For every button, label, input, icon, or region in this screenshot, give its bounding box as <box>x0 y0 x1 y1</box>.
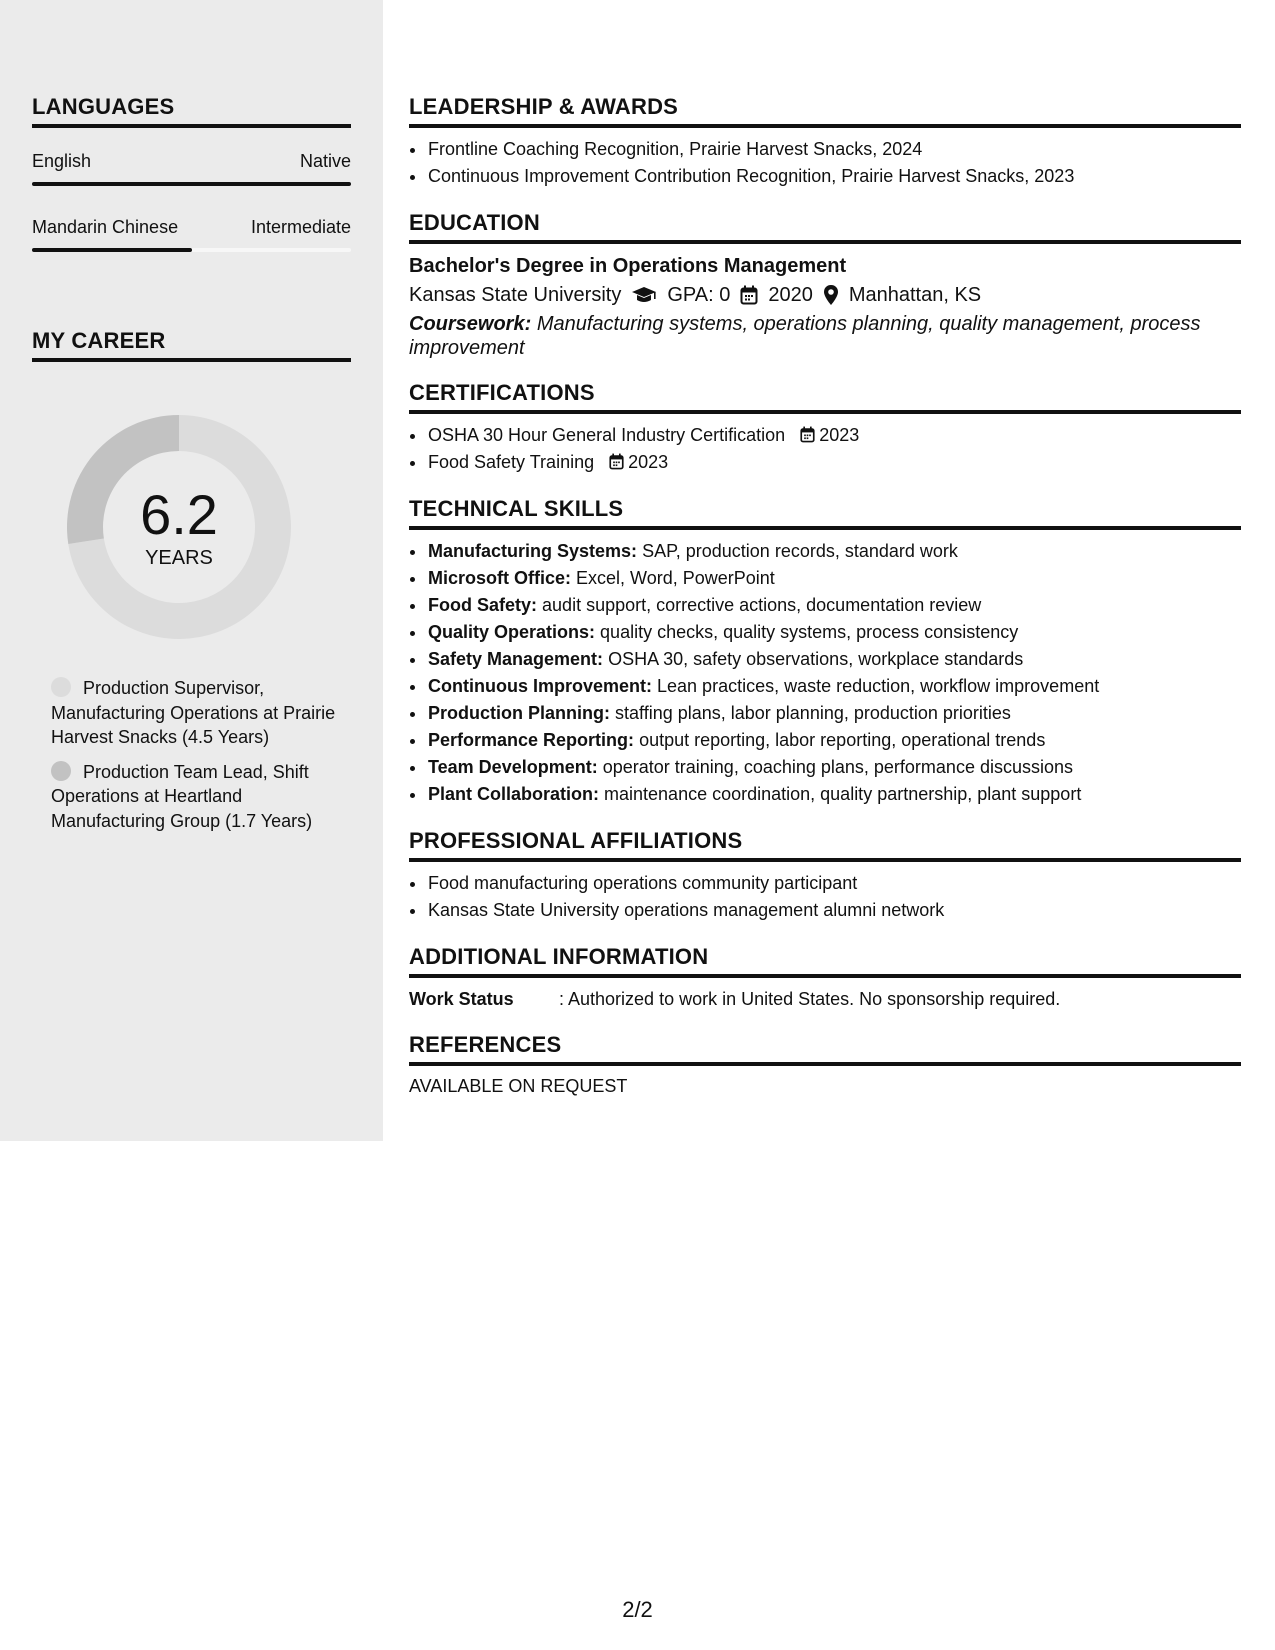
main-content <box>409 94 1241 1117</box>
work-status-label: Work Status <box>409 989 514 1009</box>
coursework <box>409 312 1241 360</box>
list-item <box>427 754 1241 781</box>
calendar-icon <box>609 449 624 476</box>
certifications-section <box>409 380 1241 476</box>
skill-label: Manufacturing Systems: <box>428 541 638 561</box>
degree-title: Bachelor's Degree in Operations Management <box>409 255 847 277</box>
skill-text: audit support, corrective actions, documentation review <box>542 595 982 615</box>
skill-text: OSHA 30, safety observations, workplace standards <box>608 649 1024 669</box>
list-item <box>427 538 1241 565</box>
skill-label: Team Development: <box>428 757 598 777</box>
list-item <box>427 565 1241 592</box>
school-location: Manhattan, KS <box>848 284 982 306</box>
list-item <box>427 619 1241 646</box>
language-level: Native <box>299 151 351 171</box>
language-item <box>32 216 351 252</box>
sidebar-content <box>32 94 351 362</box>
career-total-years: 6.2 <box>140 483 218 546</box>
language-proficiency-bar <box>32 248 351 252</box>
sidebar <box>0 0 383 1141</box>
skill-label: Food Safety: <box>428 595 538 615</box>
career-item <box>51 760 336 834</box>
education-title: EDUCATION <box>409 210 1241 244</box>
skill-label: Continuous Improvement: <box>428 676 652 696</box>
list-item: • Food manufacturing operations community participant <box>427 870 1241 897</box>
language-proficiency-fill <box>32 248 192 252</box>
education-details <box>409 280 1241 310</box>
skill-label: Performance Reporting: <box>428 730 635 750</box>
list-item: • Continuous Improvement Contribution Recognition, Prairie Harvest Snacks, 2023 <box>427 163 1241 190</box>
location-pin-icon <box>823 284 839 306</box>
language-proficiency-fill <box>32 182 351 186</box>
career-title: MY CAREER <box>32 328 351 362</box>
additional-info-section <box>409 944 1241 1012</box>
additional-info-title: ADDITIONAL INFORMATION <box>409 944 1241 978</box>
career-legend-dot <box>51 761 71 781</box>
career-legend-dot <box>51 677 71 697</box>
work-status-text: : Authorized to work in United States. No sponsorship required. <box>559 989 1061 1009</box>
skill-text: staffing plans, labor planning, production priorities <box>615 703 1011 723</box>
list-item <box>427 727 1241 754</box>
education-section <box>409 210 1241 360</box>
certification-year: 2023 <box>628 452 669 472</box>
references-title: REFERENCES <box>409 1032 1241 1066</box>
skill-text: output reporting, labor reporting, operational trends <box>639 730 1046 750</box>
affiliations-title: PROFESSIONAL AFFILIATIONS <box>409 828 1241 862</box>
language-name: English <box>32 151 92 171</box>
skill-label: Plant Collaboration: <box>428 784 599 804</box>
leadership-title: LEADERSHIP & AWARDS <box>409 94 1241 128</box>
language-name: Mandarin Chinese <box>32 217 179 237</box>
list-item: • Kansas State University operations management alumni network <box>427 897 1241 924</box>
skill-text: operator training, coaching plans, performance discussions <box>602 757 1073 777</box>
language-proficiency-bar <box>32 182 351 186</box>
references-section <box>409 1032 1241 1097</box>
coursework-label: Coursework: <box>409 313 532 335</box>
skill-label: Safety Management: <box>428 649 604 669</box>
language-level: Intermediate <box>250 217 351 237</box>
list-item <box>427 646 1241 673</box>
certifications-title: CERTIFICATIONS <box>409 380 1241 414</box>
coursework-text: Manufacturing systems, operations planning, quality management, process improvement <box>409 313 1201 359</box>
calendar-icon <box>740 285 758 305</box>
technical-skills-title: TECHNICAL SKILLS <box>409 496 1241 530</box>
skill-text: maintenance coordination, quality partnership, plant support <box>604 784 1082 804</box>
list-item <box>427 449 1241 476</box>
affiliations-list <box>409 870 1241 924</box>
page-number: 2/2 <box>622 1597 653 1622</box>
technical-skills-section <box>409 496 1241 808</box>
list-item <box>427 592 1241 619</box>
language-item <box>32 150 351 186</box>
skill-text: Lean practices, waste reduction, workflow improvement <box>657 676 1100 696</box>
career-item-text: Production Supervisor, Manufacturing Operations at Prairie Harvest Snacks (4.5 Years) <box>51 678 336 747</box>
skills-list <box>409 538 1241 808</box>
skill-label: Microsoft Office: <box>428 568 572 588</box>
certification-name: OSHA 30 Hour General Industry Certification <box>428 425 786 445</box>
skill-text: Excel, Word, PowerPoint <box>576 568 775 588</box>
certification-year: 2023 <box>819 425 860 445</box>
graduation-year: 2020 <box>768 284 813 306</box>
list-item <box>427 422 1241 449</box>
work-status-row <box>409 986 1241 1012</box>
languages-title: LANGUAGES <box>32 94 351 128</box>
list-item <box>427 673 1241 700</box>
career-item <box>51 676 336 750</box>
skill-label: Production Planning: <box>428 703 610 723</box>
leadership-section <box>409 94 1241 190</box>
skill-text: quality checks, quality systems, process consistency <box>600 622 1019 642</box>
references-text: AVAILABLE ON REQUEST <box>409 1076 628 1096</box>
list-item <box>427 781 1241 808</box>
certification-name: Food Safety Training <box>428 452 595 472</box>
gpa: GPA: 0 <box>667 284 731 306</box>
affiliations-section <box>409 828 1241 924</box>
career-list <box>51 676 336 843</box>
career-item-text: Production Team Lead, Shift Operations at Heartland Manufacturing Group (1.7 Years) <box>51 761 313 831</box>
graduation-cap-icon <box>631 285 657 305</box>
school-name: Kansas State University <box>409 284 622 306</box>
skill-label: Quality Operations: <box>428 622 596 642</box>
list-item: • Frontline Coaching Recognition, Prairie Harvest Snacks, 2024 <box>427 136 1241 163</box>
skill-text: SAP, production records, standard work <box>642 541 958 561</box>
leadership-list <box>409 136 1241 190</box>
list-item <box>427 700 1241 727</box>
career-donut-chart <box>67 415 291 639</box>
calendar-icon <box>800 422 815 449</box>
certifications-list <box>409 422 1241 476</box>
career-unit-label: YEARS <box>145 547 213 569</box>
